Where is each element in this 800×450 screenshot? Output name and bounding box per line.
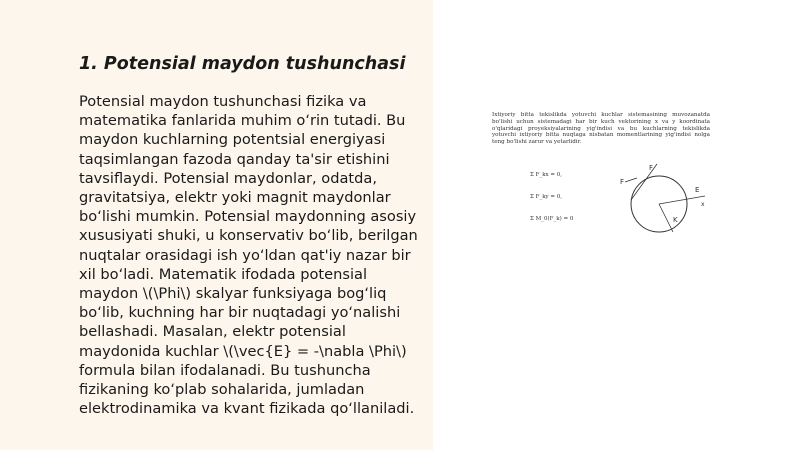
force-vector-1: [631, 164, 657, 200]
equation-sum-moments: Σ M_0(F_k) = 0: [530, 216, 574, 222]
label-x: x: [701, 201, 705, 208]
equation-sum-fx: Σ F_kx = 0,: [530, 172, 562, 178]
equation-sum-fy: Σ F_ky = 0,: [530, 194, 562, 200]
force-vector-4: [625, 178, 637, 182]
slide-title: 1. Potensial maydon tushunchasi: [79, 54, 406, 74]
force-vector-2: [659, 196, 705, 204]
label-e: E: [695, 186, 700, 194]
label-f1: F: [649, 164, 654, 172]
body-paragraph: Potensial maydon tushunchasi fizika va matematika fanlarida muhim o‘rin tutadi. Bu maydon kuchlarning potentsial energiyasi taqsimlangan fazoda qanday ta'sir etishini tavsiflaydi. Potensial maydonlar, odatda, gravitatsiya, elektr yoki magnit maydonlar bo‘lishi mumkin. Potensial maydonning asosiy xususiyati shuki, u konservativ bo‘lib, berilgan nuqtalar orasidagi ish yo‘ldan qat'iy nazar bir xil bo‘ladi. Matematik ifodada potensial maydon \(\Phi\) skalyar funksiyaga bog‘liq bo‘lib, kuchning har bir nuqtadagi yo‘nalishi bellashadi. Masalan, elektr potensial maydonida kuchlar \(\vec{E} = -\nabla \Phi\) formula bilan ifodalanadi. Bu tushuncha fizikaning ko‘plab sohalarida, jumladan elektrodinamika va kvant fizikada qo‘llaniladi.: [79, 93, 418, 418]
force-vector-3: [659, 204, 673, 232]
label-f2: F: [620, 178, 625, 186]
scanned-excerpt: [492, 112, 710, 240]
force-diagram: [615, 160, 710, 240]
scan-paragraph: Ixtiyoriy bitta tekislikda yotuvchi kuchlar sistemasining muvozanatda bo'lishi uchun sistemadagi har bir kuch vektorining x va y koordinata o'qlaridagi proyeksiyalarining yig'indisi va bu kuchlarning tekislikda yotuvchi ixtiyoriy bitta nuqtaga nisbatan momentlarining yig'indisi nolga teng bo'lishi zarur va yetarlidir.: [492, 112, 710, 146]
label-k: K: [673, 216, 678, 224]
